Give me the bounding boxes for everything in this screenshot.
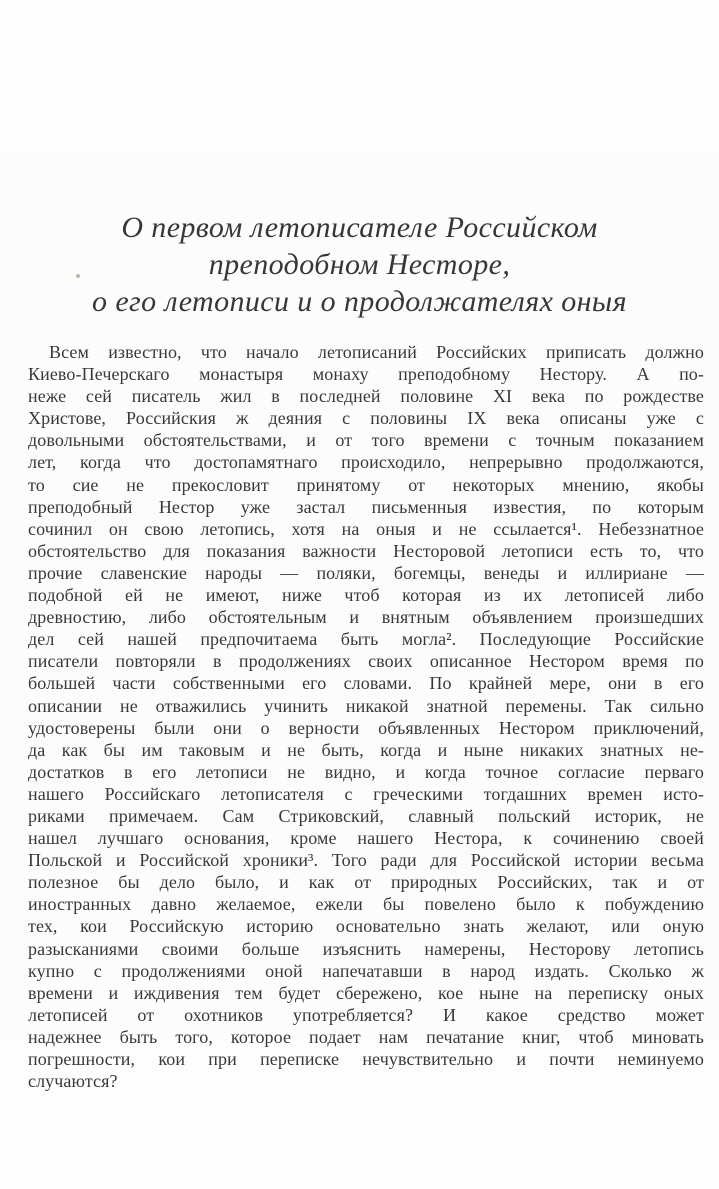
text-line: удостоверены были они о верности объявленных Нестором приключений, — [28, 717, 704, 738]
text-line: Киево-Печерскаго монастыря монаху преподобному Нестору. А по- — [28, 364, 704, 385]
text-line: погрешности, кои при переписке нечувствительно и почти неминуемо — [28, 1049, 704, 1069]
text-line: преподобный Нестор уже застал письменныя известия, по которым — [28, 496, 704, 517]
text-line: большей части собственными его словами. По крайней мере, они в его — [28, 673, 704, 694]
text-line: описании не отважились учинить никакой знатной перемены. Так сильно — [28, 695, 704, 716]
text-line: случаются? — [28, 1071, 118, 1092]
title-line-3: о его летописи и о продолжателях оныя — [92, 285, 627, 318]
text-line: Польской и Российской хроники³. Того ради для Российской истории весьма — [28, 850, 704, 871]
text-line: сочинил он свою летопись, хотя на оныя и не ссылается¹. Небеззнатное — [28, 518, 704, 539]
text-line: то сие не прекословит принятому от некоторых мнению, якобы — [28, 474, 704, 495]
text-line: довольными обстоятельствами, и от того времени с точным показанием — [28, 430, 704, 451]
chapter-title — [0, 209, 719, 320]
text-line: лет, когда что достопамятнаго происходило, непрерывно продолжаются, — [28, 452, 704, 473]
text-line: времени и иждивения тем будет сбережено, кое ныне на переписку оных — [28, 982, 704, 1003]
text-line: полезное бы дело было, и как от природных Российских, так и от — [28, 872, 704, 893]
text-line: Христове, Российския ж деяния с половины IX века описаны уже с — [28, 408, 704, 429]
text-line: писатели повторяли в продолжениях своих описанное Нестором время по — [28, 651, 704, 672]
title-line-2: преподобном Несторе, — [208, 248, 511, 281]
text-line: иностранных давно желаемое, ежели бы повелено было к побуждению — [28, 894, 704, 915]
text-line: разысканиями своими больше изъяснить намерены, Несторову летопись — [28, 938, 704, 959]
text-line: древностию, либо обстоятельным и внятным объявлением произшедших — [28, 607, 704, 628]
text-line: тех, кои Российскую историю основательно знать желают, или оную — [28, 916, 704, 937]
text-line: да как бы им таковым и не быть, когда и ныне никаких знатных не- — [28, 739, 704, 760]
text-line: нашего Российскаго летописателя с греческими тогдашних времен исто- — [28, 783, 704, 804]
text-line: прочие славенские народы — поляки, богемцы, венеды и иллириане — — [28, 562, 704, 583]
text-line: обстоятельство для показания важности Несторовой летописи есть то, что — [28, 540, 704, 561]
text-line: летописей от охотников употребляется? И какое средство может — [28, 1004, 704, 1025]
text-line: дел сей нашей предпочитаема быть могла². Последующие Российские — [28, 629, 704, 650]
body-paragraph — [28, 341, 704, 1092]
text-line: купно с продолжениями оной напечатавши в народ издать. Сколько ж — [28, 960, 704, 981]
text-line: Всем известно, что начало летописаний Российских приписать должно — [49, 342, 704, 362]
text-line: подобной ей не имеют, ниже чтоб которая из их летописей либо — [28, 585, 704, 606]
text-line: риками примечаем. Сам Стриковский, славный польский историк, не — [28, 805, 704, 826]
title-line-1: О первом летописателе Российском — [121, 211, 598, 244]
text-line: нашел лучшаго основания, кроме нашего Нестора, к сочинению своей — [28, 828, 704, 849]
text-line: достатков в его летописи не видно, и когда точное согласие перваго — [28, 761, 704, 782]
text-line: неже сей писатель жил в последней половине XI века по рождестве — [28, 386, 704, 407]
text-line: надежнее быть того, которое подает нам печатание книг, чтоб миновать — [28, 1026, 704, 1047]
